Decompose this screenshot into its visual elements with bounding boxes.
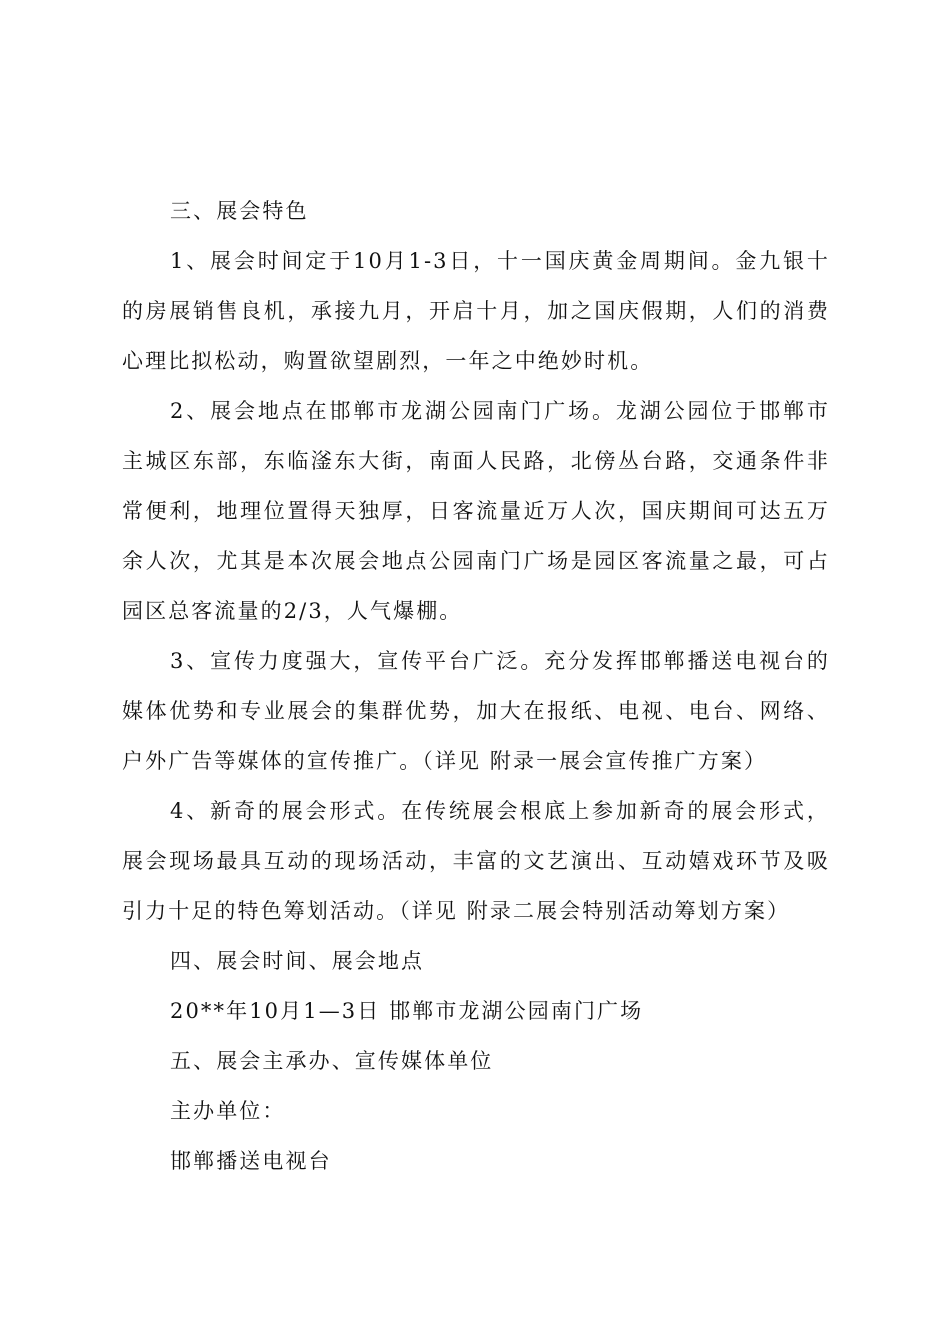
- organizer-label: 主办单位：: [170, 1099, 286, 1123]
- section-3-item-2: 2、展会地点在邯郸市龙湖公园南门广场。龙湖公园位于邯郸市主城区东部，东临滏东大街，南面人民路，北傍丛台路，交通条件非常便利，地理位置得天独厚，日客流量近万人次，国庆期间可达五万余人次，尤其是本次展会地点公园南门广场是园区客流量之最，可占园区总客流量的2/3，人气爆棚。: [122, 399, 830, 623]
- organizer-name: 邯郸播送电视台: [170, 1149, 332, 1173]
- section-5-heading: 五、展会主承办、宣传媒体单位: [170, 1049, 494, 1073]
- section-3-item-1: 1、展会时间定于10月1-3日，十一国庆黄金周期间。金九银十的房展销售良机，承接九月，开启十月，加之国庆假期，人们的消费心理比拟松动，购置欲望剧烈，一年之中绝妙时机。: [122, 249, 830, 373]
- section-4-detail: 20**年10月1—3日 邯郸市龙湖公园南门广场: [170, 999, 644, 1023]
- section-3-item-3: 3、宣传力度强大，宣传平台广泛。充分发挥邯郸播送电视台的媒体优势和专业展会的集群优势，加大在报纸、电视、电台、网络、户外广告等媒体的宣传推广。（详见 附录一展会宣传推广方案）: [122, 649, 830, 773]
- section-4-heading: 四、展会时间、展会地点: [170, 949, 425, 973]
- document-body: [122, 186, 830, 1186]
- section-3-item-4: 4、新奇的展会形式。在传统展会根底上参加新奇的展会形式，展会现场最具互动的现场活动，丰富的文艺演出、互动嬉戏环节及吸引力十足的特色筹划活动。（详见 附录二展会特别活动筹划方案）: [122, 799, 830, 923]
- section-3-heading: 三、展会特色: [170, 199, 309, 223]
